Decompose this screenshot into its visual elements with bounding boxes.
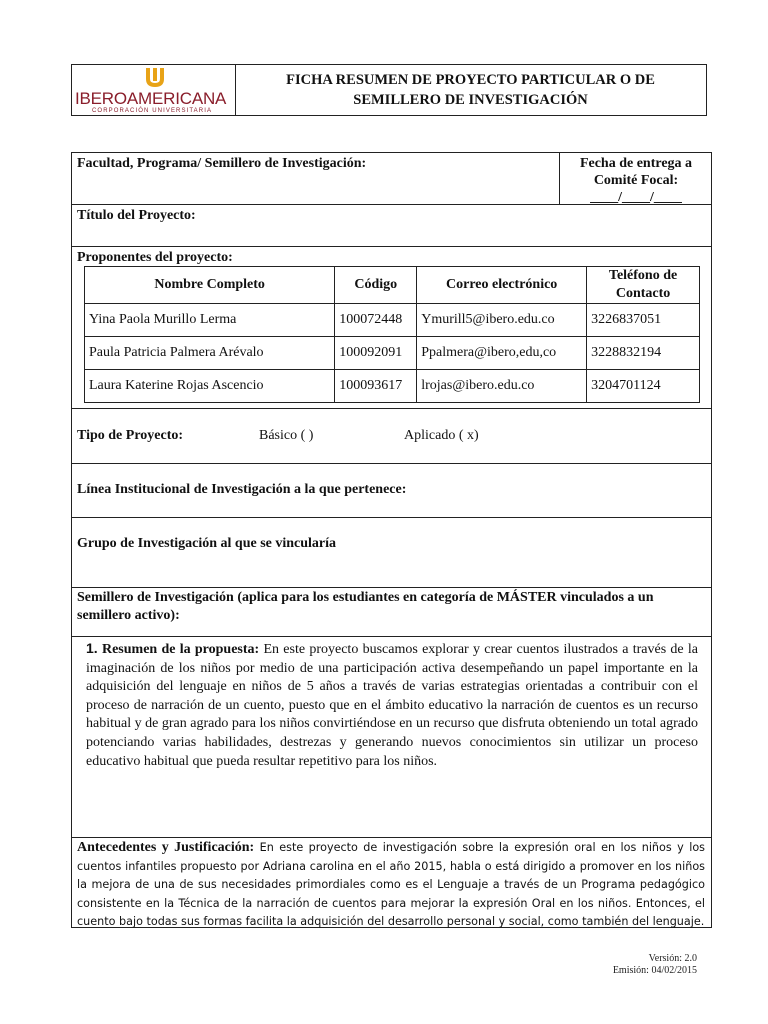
background-section xyxy=(77,839,705,932)
cell-code: 100093617 xyxy=(335,370,417,403)
form-frame xyxy=(71,152,712,928)
divider xyxy=(72,408,711,409)
cell-code: 100092091 xyxy=(335,337,417,370)
seedbed-label-line-2: semillero activo): xyxy=(77,608,180,623)
document-header xyxy=(71,64,707,116)
header-phone: Teléfono de Contacto xyxy=(587,267,700,304)
cell-name: Laura Katerine Rojas Ascencio xyxy=(85,370,335,403)
cell-email: Ppalmera@ibero,edu,co xyxy=(417,337,587,370)
proponents-table xyxy=(84,266,700,403)
divider xyxy=(72,587,711,588)
delivery-date-field[interactable]: ____/____/____ xyxy=(590,190,682,205)
divider xyxy=(72,517,711,518)
divider xyxy=(72,636,711,637)
logo-subtitle: CORPORACIÓN UNIVERSITARIA xyxy=(92,108,213,114)
cell-phone: 3228832194 xyxy=(587,337,700,370)
background-text: En este proyecto de investigación sobre la expresión oral en los niños y los cuentos infantiles propuesto por Adriana carolina en el año 2015, habla o está dirigido a promover en los niños la mejora de una de sus necesidades primordiales como es el Lenguaje a través de un Programa pedagógico consistente en la Técnica de la narración de cuentos para mejorar la expresión Oral en los niños. Entonces, el cuento bajo todas sus formas facilita la adquisición del desarrollo personal y social, como también del lenguaje. xyxy=(77,841,706,929)
divider xyxy=(72,246,711,247)
summary-section xyxy=(86,639,698,771)
university-logo-icon xyxy=(144,68,166,88)
cell-name: Yina Paola Murillo Lerma xyxy=(85,304,335,337)
divider xyxy=(72,837,711,838)
research-group-label: Grupo de Investigación al que se vincularía xyxy=(77,536,337,551)
header-email: Correo electrónico xyxy=(417,267,587,304)
table-row xyxy=(85,337,700,370)
summary-label: Resumen de la propuesta: xyxy=(101,642,260,657)
logo-name: IBEROAMERICANA xyxy=(75,89,227,108)
divider xyxy=(72,463,711,464)
delivery-date-line-1: Fecha de entrega a xyxy=(579,156,693,171)
project-type-applied[interactable]: Aplicado ( x) xyxy=(404,428,479,443)
cell-email: lrojas@ibero.edu.co xyxy=(417,370,587,403)
cell-code: 100072448 xyxy=(335,304,417,337)
research-line-label: Línea Institucional de Investigación a la que pertenece: xyxy=(77,482,407,497)
header-name: Nombre Completo xyxy=(85,267,335,304)
divider xyxy=(72,204,711,205)
cell-phone: 3204701124 xyxy=(587,370,700,403)
table-header-row xyxy=(85,267,700,304)
seedbed-label-line-1: Semillero de Investigación (aplica para los estudiantes en categoría de MÁSTER vinculados a un xyxy=(77,590,654,605)
cell-phone: 3226837051 xyxy=(587,304,700,337)
delivery-date-line-2: Comité Focal: xyxy=(593,173,679,188)
project-type-basic[interactable]: Básico ( ) xyxy=(259,428,314,443)
emission-label: Emisión: 04/02/2015 xyxy=(612,965,697,976)
summary-text: En este proyecto buscamos explorar y crear cuentos ilustrados a través de la imaginación de los niños por medio de una participación activa desempeñando un papel importante en la adquisición del lenguaje en niños de 5 años a través de varias estrategias orientadas a contribuir con el proceso de narración de un cuento, puesto que en el ámbito educativo la narración de cuentos es un recurso habitual y de gran agrado para los niños convirtiéndose en un recurso que disfruta obteniendo un total agrado potenciando varias habilidades, destrezas y generando nuevos conocimientos sin utilizar un proceso educativo habitual que pueda resultar repetitivo para los niños. xyxy=(86,642,699,769)
project-title-label: Título del Proyecto: xyxy=(77,208,196,223)
proponents-label: Proponentes del proyecto: xyxy=(77,250,233,265)
logo xyxy=(72,65,236,115)
project-type-label: Tipo de Proyecto: xyxy=(77,428,184,443)
version-info xyxy=(613,953,697,977)
delivery-date-cell xyxy=(560,155,712,206)
document-title xyxy=(235,65,706,115)
faculty-label: Facultad, Programa/ Semillero de Investigación: xyxy=(77,156,367,171)
document-title-line-1: FICHA RESUMEN DE PROYECTO PARTICULAR O DE xyxy=(286,72,655,88)
table-row xyxy=(85,370,700,403)
document-title-line-2: SEMILLERO DE INVESTIGACIÓN xyxy=(353,92,588,108)
cell-email: Ymurill5@ibero.edu.co xyxy=(417,304,587,337)
cell-name: Paula Patricia Palmera Arévalo xyxy=(85,337,335,370)
summary-number: 1. xyxy=(86,640,98,656)
background-label: Antecedentes y Justificación: xyxy=(77,840,255,855)
version-label: Versión: 2.0 xyxy=(648,953,697,964)
header-code: Código xyxy=(335,267,417,304)
table-row xyxy=(85,304,700,337)
